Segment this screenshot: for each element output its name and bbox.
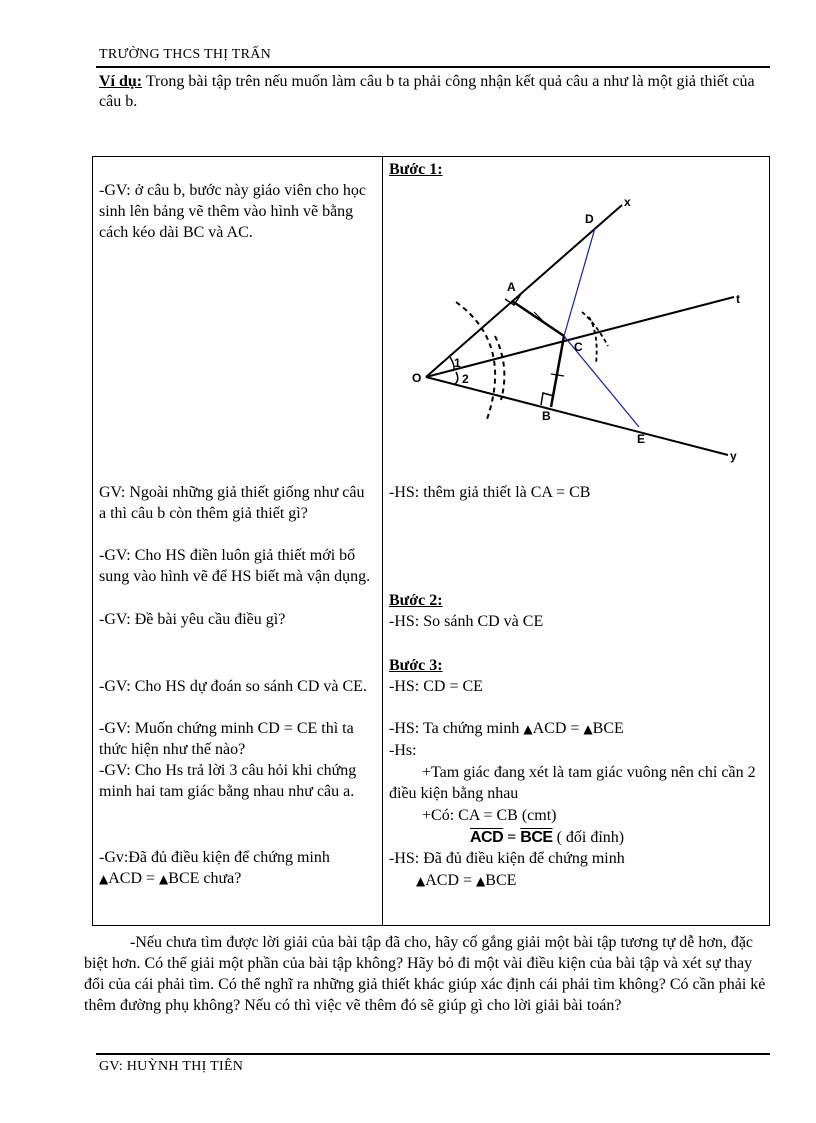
triangle-bce: BCE: [592, 720, 624, 737]
triangle-acd: ACD =: [532, 720, 584, 737]
gv-question-hypothesis: GV: Ngoài những giả thiết giống như câu a thì câu b còn thêm giả thiết gì?: [99, 484, 365, 522]
angle-bce: $\overline{BCE}$: [520, 829, 553, 846]
construction-arc-left: [456, 302, 495, 422]
gv-predict: -GV: Cho HS dự đoán so sánh CD và CE.: [99, 678, 367, 695]
segment-ac: [512, 301, 564, 336]
triangle-icon: ▲: [583, 722, 593, 736]
triangle-acd: ACD =: [425, 872, 477, 889]
ray-oy: [426, 377, 728, 455]
gv-enough-conditions: [99, 847, 371, 890]
angle-acd: $\overline{ACD}$: [470, 829, 504, 846]
triangle-acd: ACD =: [108, 870, 160, 887]
hs-enough-conditions: -HS: Đã đủ điều kiện để chứng minh: [389, 850, 625, 867]
angle-note: ( đối đỉnh): [552, 829, 625, 846]
footer-teacher: GV: HUỲNH THỊ TIÊN: [99, 1059, 244, 1074]
school-header: TRƯỜNG THCS THỊ TRẤN: [99, 47, 272, 62]
intro-paragraph: [99, 72, 769, 112]
geometry-figure: [384, 184, 768, 474]
triangle-bce: BCE chưa?: [168, 870, 242, 887]
label-x: x: [624, 195, 631, 209]
construction-arc-c2: [582, 312, 608, 346]
header-rule: [96, 66, 770, 68]
hs-prove-text: -HS: Ta chứng minh: [389, 720, 524, 737]
gv-step1-text: -GV: ở câu b, bước này giáo viên cho học sinh lên bảng vẽ thêm vào hình vẽ bằng cách kéo dài BC và AC.: [99, 182, 366, 241]
step-2-heading: Bước 2:: [389, 592, 443, 609]
hs-vertical-angles: [470, 827, 624, 848]
hs-hypothesis: -HS: thêm giả thiết là CA = CB: [389, 484, 591, 501]
footer-rule: [96, 1053, 770, 1055]
hs-ca-cb: +Có: CA = CB (cmt): [422, 807, 557, 824]
table-column-divider: [382, 156, 383, 926]
hs-compare: -HS: So sánh CD và CE: [389, 613, 544, 630]
hs-triangle-equality: [416, 870, 516, 892]
hs-cd-equals-ce: -HS: CD = CE: [389, 678, 483, 695]
gv-how-prove: -GV: Muốn chứng minh CD = CE thì ta thức hiện như thế nào?: [99, 720, 354, 758]
triangle-icon: ▲: [476, 874, 486, 888]
step-1-heading: Bước 1:: [389, 161, 443, 178]
triangle-bce: BCE: [485, 872, 517, 889]
hs-label: -Hs:: [389, 742, 417, 759]
closing-paragraph: -Nếu chưa tìm được lời giải của bài tập đã cho, hãy cố gắng giải một bài tập tương tự dễ hơn, đặc biệt hơn. Có thể giải một phần của bài tập không? Hãy bỏ đi một vài điều kiện của bài tập và xét sự thay đổi của cái phải tìm. Có thể nghĩ ra những giả thiết khác giúp xác định cái phải tìm không? Có cần phải kẻ thêm đường phụ không? Nếu có thì việc vẽ thêm đó sẽ giúp gì cho lời giải bài toán?: [84, 934, 766, 1014]
label-t: t: [736, 292, 740, 306]
label-c: C: [574, 340, 583, 354]
angle-equals: =: [503, 829, 521, 846]
example-label: Ví dụ:: [99, 73, 143, 90]
triangle-icon: ▲: [416, 874, 426, 888]
angle-arc-2: [455, 372, 458, 384]
label-angle-2: 2: [462, 372, 469, 386]
intro-text: Trong bài tập trên nếu muốn làm câu b ta phải công nhận kết quả câu a như là một giả thiết của câu b.: [99, 73, 755, 110]
label-b: B: [542, 409, 551, 423]
label-angle-1: 1: [454, 356, 461, 370]
gv-enough-text: -Gv:Đã đủ điều kiện để chứng minh: [99, 849, 330, 866]
hs-right-triangle-note: +Tam giác đang xét là tam giác vuông nên chỉ cần 2 điều kiện bằng nhau: [389, 764, 756, 802]
label-d: D: [585, 212, 594, 226]
triangle-icon: ▲: [523, 722, 533, 736]
hs-prove-triangles: [389, 718, 624, 740]
gv-three-questions: -GV: Cho Hs trả lời 3 câu hỏi khi chứng minh hai tam giác bằng nhau như câu a.: [99, 762, 357, 800]
triangle-icon: ▲: [159, 872, 169, 886]
gv-fill-hypothesis: -GV: Cho HS điền luôn giả thiết mới bổ sung vào hình vẽ để HS biết mà vận dụng.: [99, 547, 371, 585]
gv-question-requirement: -GV: Đề bài yêu cầu điều gì?: [99, 611, 286, 628]
label-e: E: [637, 432, 646, 446]
label-a: A: [507, 280, 516, 294]
step-3-heading: Bước 3:: [389, 657, 443, 674]
triangle-icon: ▲: [99, 872, 109, 886]
label-o: O: [412, 371, 422, 385]
construction-arc-mid: [495, 336, 504, 400]
label-y: y: [730, 449, 737, 463]
